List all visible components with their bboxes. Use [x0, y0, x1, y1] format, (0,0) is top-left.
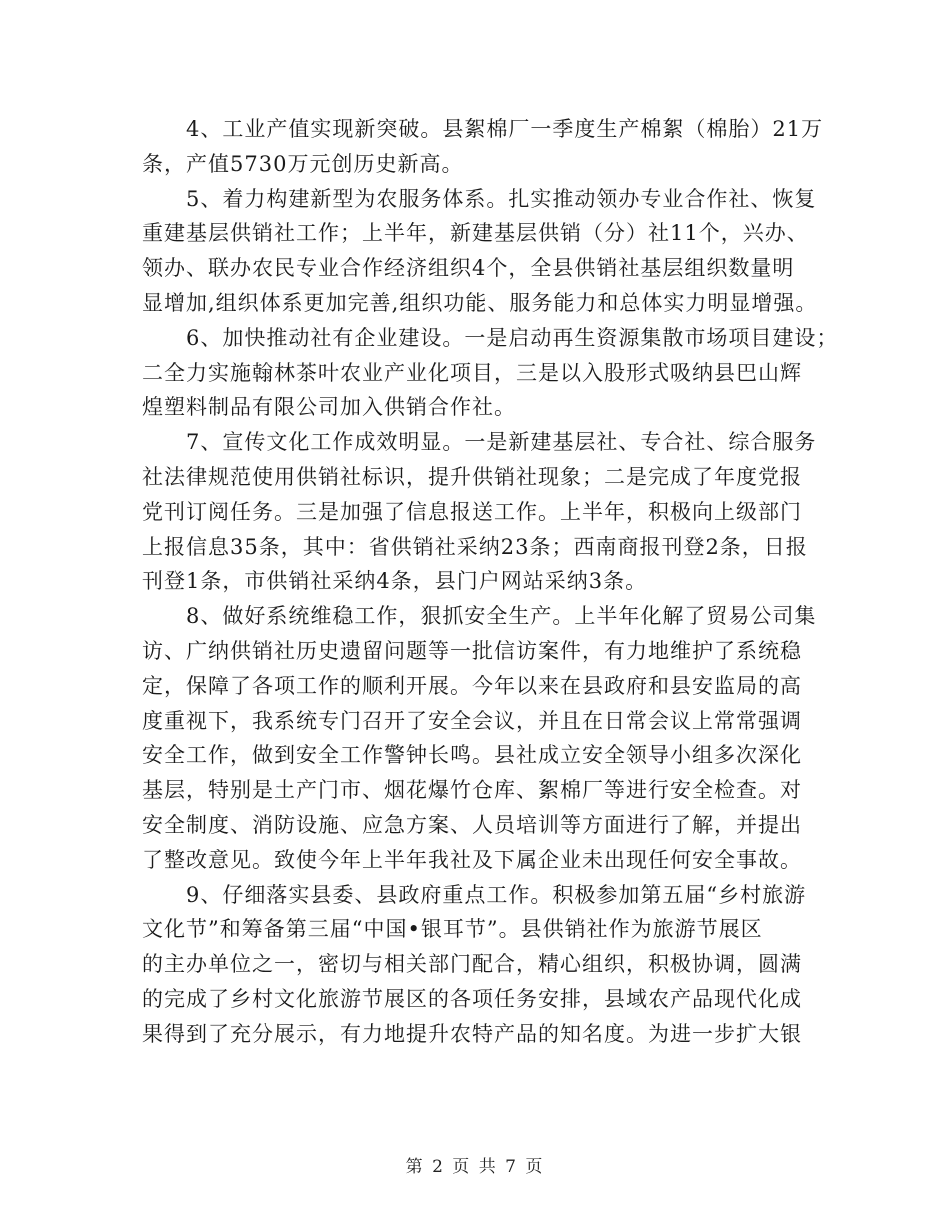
text-line: 刊登1条，市供销社采纳4条，县门户网站采纳3条。	[142, 569, 648, 594]
text-line: 的主办单位之一，密切与相关部门配合，精心组织，积极协调，圆满	[142, 952, 802, 977]
text-line: 文化节”和筹备第三届“中国•银耳节”。县供销社作为旅游节展区	[142, 917, 763, 942]
text-line: 定，保障了各项工作的顺利开展。今年以来在县政府和县安监局的高	[142, 673, 802, 698]
text-line: 的完成了乡村文化旅游节展区的各项任务安排，县域农产品现代化成	[142, 986, 802, 1011]
document-body	[142, 112, 839, 1052]
text-line: 上报信息35条，其中：省供销社采纳23条；西南商报刊登2条，日报	[142, 534, 808, 559]
text-line: 二全力实施翰林茶叶农业产业化项目，三是以入股形式吸纳县巴山辉	[142, 360, 802, 385]
text-line: 安全工作，做到安全工作警钟长鸣。县社成立安全领导小组多次深化	[142, 743, 802, 768]
text-line: 条，产值5730万元创历史新高。	[142, 151, 464, 176]
text-line: 访、广纳供销社历史遗留问题等一批信访案件，有力地维护了系统稳	[142, 638, 802, 663]
text-line: 了整改意见。致使今年上半年我社及下属企业未出现任何安全事故。	[142, 847, 802, 872]
text-line: 果得到了充分展示，有力地提升农特产品的知名度。为进一步扩大银	[142, 1021, 802, 1046]
text-line: 显增加,组织体系更加完善,组织功能、服务能力和总体实力明显增强。	[142, 290, 818, 315]
text-line: 5、着力构建新型为农服务体系。扎实推动领办专业合作社、恢复	[142, 186, 817, 211]
text-line: 7、宣传文化工作成效明显。一是新建基层社、专合社、综合服务	[142, 430, 817, 455]
text-line: 度重视下，我系统专门召开了安全会议，并且在日常会议上常常强调	[142, 708, 802, 733]
text-line: 党刊订阅任务。三是加强了信息报送工作。上半年，积极向上级部门	[142, 499, 802, 524]
text-line: 领办、联办农民专业合作经济组织4个，全县供销社基层组织数量明	[142, 256, 795, 281]
text-line: 6、加快推动社有企业建设。一是启动再生资源集散市场项目建设；	[142, 325, 839, 350]
text-line: 社法律规范使用供销社标识，提升供销社现象；二是完成了年度党报	[142, 464, 802, 489]
text-line: 基层，特别是土产门市、烟花爆竹仓库、絮棉厂等进行安全检查。对	[142, 778, 802, 803]
text-line: 8、做好系统维稳工作，狠抓安全生产。上半年化解了贸易公司集	[142, 604, 817, 629]
text-line: 重建基层供销社工作；上半年，新建基层供销（分）社11个，兴办、	[142, 221, 809, 246]
text-line: 安全制度、消防设施、应急方案、人员培训等方面进行了解，并提出	[142, 812, 802, 837]
text-line: 9、仔细落实县委、县政府重点工作。积极参加第五届“乡村旅游	[142, 882, 807, 907]
page-number-footer: 第 2 页 共 7 页	[405, 1157, 545, 1177]
text-line: 煌塑料制品有限公司加入供销合作社。	[142, 395, 516, 420]
text-line: 4、工业产值实现新突破。县絮棉厂一季度生产棉絮（棉胎）21万	[142, 117, 824, 141]
